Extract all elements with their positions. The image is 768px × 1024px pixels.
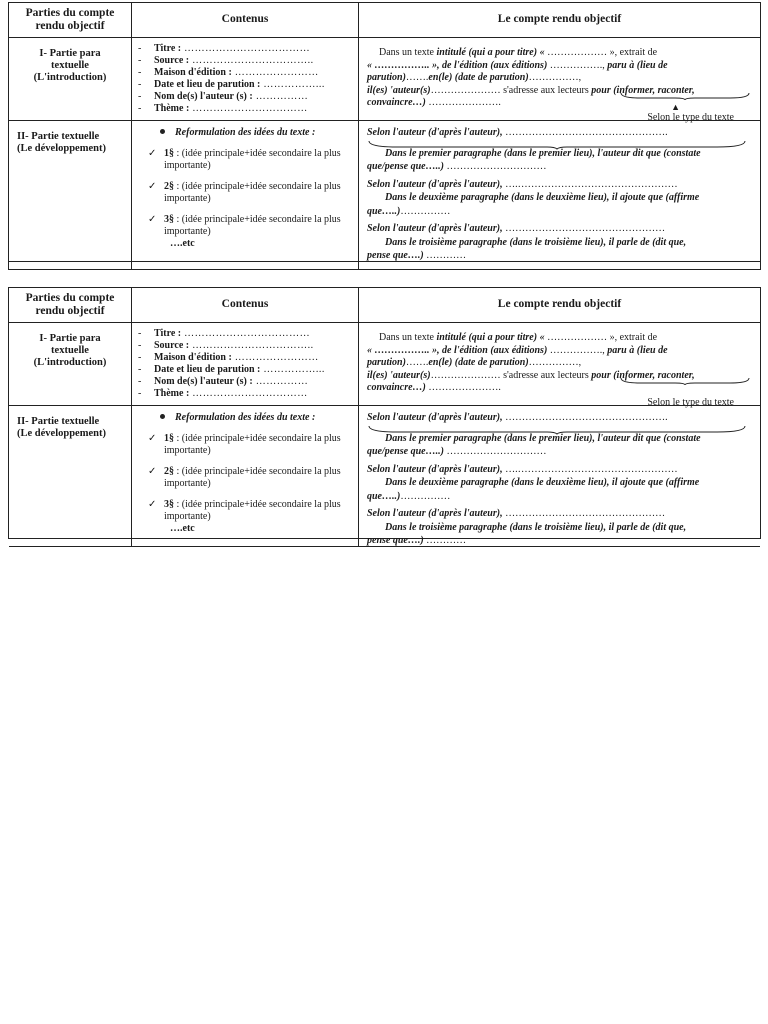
cr-body-text: pense que….) [367,535,424,546]
cr-dots: ………………………………………… [502,223,666,234]
cr-text: paru à (lieu de [607,344,668,356]
item-number: 2§ [164,466,174,477]
list-item [148,181,352,205]
item-dots: …………………………….. [192,55,314,66]
brace-icon [367,425,747,432]
item-label: Titre : [154,43,182,54]
item-dots: ……………... [263,364,325,375]
item-label: Titre : [154,328,182,339]
cr-text: ……………… », extrait de [547,47,658,58]
compte-rendu-table-1 [8,2,761,270]
cr-text: …………………. [425,97,501,108]
cr-lead: Selon l'auteur (d'après l'auteur), [367,463,503,475]
item-text: : (idée principale+idée secondaire la plus importante) [164,499,341,522]
header-parties [9,3,132,38]
brace-icon [367,140,747,147]
header-compte-rendu [359,3,760,38]
item-text: : (idée principale+idée secondaire la plus importante) [164,214,341,237]
cr-lead: Selon l'auteur (d'après l'auteur), [367,223,503,234]
cr-paragraph [367,464,754,504]
item-label: Date et lieu de parution : [154,79,261,90]
cr-body-text: que/pense que…..) [367,446,444,457]
dev-heading-text: Reformulation des idées du texte : [175,127,316,138]
item-dots: …………… [255,91,309,102]
checkmark-icon: ✓ [148,148,157,159]
intro-contents-cell [132,323,359,406]
dev-part-label: II- Partie textuelle (Le développement) [17,131,106,155]
dev-heading-text: Reformulation des idées du texte : [175,412,316,423]
bullet-icon [160,414,165,419]
cr-text: ………………… s'adresse aux lecteurs [430,84,592,96]
list-item: - Date et lieu de parution : ……………... [138,79,325,90]
cr-dots: ….………………………………………… [502,463,678,475]
cr-dots: …………… [400,205,451,217]
cr-paragraph [367,508,754,548]
checkmark-icon: ✓ [148,181,157,192]
list-item [148,148,352,172]
cr-text: ………………… s'adresse aux lecteurs [430,369,592,381]
cr-paragraph [367,127,754,174]
underline-brace-icon [620,92,750,99]
cr-text: Dans un texte [379,332,437,343]
item-dots: …………… [255,376,309,387]
item-label: Nom de(s) l'auteur (s) : [154,91,253,102]
cr-dots: …………………………………………. [502,412,668,423]
cr-text: Dans un texte [379,47,437,58]
cr-text: convaincre…) [367,382,426,393]
item-label: Source : [154,55,190,66]
intro-part-cell [9,323,132,406]
cr-body-text: pense que….) [367,250,424,261]
cr-dots: …………………………………………. [502,127,668,138]
cr-text: parution) [367,357,406,368]
cr-dots: ………… [423,535,467,546]
cr-lead: Selon l'auteur (d'après l'auteur), [367,127,503,138]
empty-cell [132,262,359,269]
cr-text: intitulé (qui a pour titre) « [436,47,548,58]
header-compte-rendu-text: Le compte rendu objectif [497,13,622,26]
type-note: Selon le type du texte [647,397,734,408]
item-number: 1§ [164,148,174,159]
intro-contents-list [132,323,358,400]
type-note: Selon le type du texte [647,112,734,123]
cr-text: convaincre…) [367,97,426,108]
dev-heading [160,127,352,139]
list-item: - Maison d'édition : …………………… [138,67,319,78]
empty-cell [9,262,132,269]
header-compte-rendu-text: Le compte rendu objectif [497,298,622,311]
header-contenus [132,288,359,323]
item-label: Nom de(s) l'auteur (s) : [154,376,253,387]
checkmark-icon: ✓ [148,499,157,510]
cr-body-text: Dans le troisième paragraphe (dans le troisième lieu), il parle de (dit que, [385,521,687,533]
item-text: : (idée principale+idée secondaire la plus importante) [164,466,341,489]
intro-compte-rendu-cell [359,323,760,406]
cr-text: « …………….. », de l'édition (aux éditions) [367,344,548,356]
dev-heading [160,412,352,424]
etc-text: ….etc [170,523,195,534]
cr-dots: ………… [423,250,467,261]
bullet-icon [160,129,165,134]
cr-body-text: Dans le deuxième paragraphe (dans le deuxième lieu), il ajoute que (affirme [385,192,700,203]
intro-contents-cell [132,38,359,121]
list-item: - Source : …………………………….. [138,340,314,351]
intro-compte-rendu-text [359,323,760,408]
item-dots: …………………… [234,67,319,78]
checkmark-icon: ✓ [148,433,157,444]
cr-paragraph [367,223,754,263]
cr-text: ……………, [528,357,582,368]
item-number: 3§ [164,499,174,510]
list-item: - Date et lieu de parution : ……………... [138,364,325,375]
cr-body-text: Dans le premier paragraphe (dans le premier lieu), l'auteur dit que (constate [385,432,701,444]
cr-paragraph [367,412,754,459]
intro-compte-rendu-cell [359,38,760,121]
item-dots: …………………………… [192,103,308,114]
item-label: Maison d'édition : [154,67,232,78]
cr-text: parution) [367,72,406,83]
cr-text: ……………, [528,72,582,83]
item-text: : (idée principale+idée secondaire la plus importante) [164,433,341,456]
list-item: - Maison d'édition : …………………… [138,352,319,363]
intro-part-label: I- Partie para textuelle (L'introduction) [33,333,107,369]
item-text: : (idée principale+idée secondaire la plus importante) [164,148,341,171]
list-item: - Source : …………………………….. [138,55,314,66]
list-item [148,214,352,238]
item-label: Source : [154,340,190,351]
underline-brace-icon [620,377,750,384]
intro-compte-rendu-text [359,38,760,123]
etc-text: ….etc [170,238,195,249]
cr-dots: ………………………… [443,446,547,457]
cr-text: ……………… », extrait de [547,332,658,343]
cr-lead: Selon l'auteur (d'après l'auteur), [367,508,503,519]
cr-body-text: Dans le troisième paragraphe (dans le troisième lieu), il parle de (dit que, [385,236,687,248]
list-item: - Nom de(s) l'auteur (s) : …………… [138,91,309,102]
cr-text: ……………., [547,59,608,71]
cr-dots: ………………………… [443,161,547,172]
item-label: Date et lieu de parution : [154,364,261,375]
header-parties [9,288,132,323]
header-compte-rendu [359,288,760,323]
list-item [148,433,352,457]
header-parties-text: Parties du compte rendu objectif [25,6,115,32]
cr-text: intitulé (qui a pour titre) « [436,332,548,343]
dev-compte-rendu-cell [359,121,760,262]
cr-dots: …………… [400,490,451,502]
header-contenus [132,3,359,38]
item-number: 3§ [164,214,174,225]
list-item: - Nom de(s) l'auteur (s) : …………… [138,376,309,387]
dev-contents-cell [132,121,359,262]
cr-body-text: que…..) [367,205,401,217]
cr-lead: Selon l'auteur (d'après l'auteur), [367,178,503,190]
cr-body-text: Dans le deuxième paragraphe (dans le deuxième lieu), il ajoute que (affirme [385,477,700,488]
item-number: 2§ [164,181,174,192]
header-contenus-text: Contenus [221,13,269,26]
item-dots: ……………………………… [184,328,311,339]
intro-part-cell [9,38,132,121]
cr-text: « …………….. », de l'édition (aux éditions) [367,59,548,71]
compte-rendu-table-2 [8,287,761,546]
checkmark-icon: ✓ [148,466,157,477]
list-item: - Titre : ……………………………… [138,328,311,339]
cr-text: pour (informer, raconter, [591,369,695,381]
checkmark-icon: ✓ [148,214,157,225]
cr-text: ……. [405,357,429,368]
list-item: - Thème : …………………………… [138,388,308,399]
item-dots: …………………………… [192,388,308,399]
cr-body-text: que…..) [367,490,401,502]
dev-part-cell [9,406,132,547]
cr-text: pour (informer, raconter, [591,84,695,96]
item-dots: …………………… [234,352,319,363]
cr-body-text: Dans le premier paragraphe (dans le premier lieu), l'auteur dit que (constate [385,147,701,159]
cr-text: paru à (lieu de [607,59,668,71]
cr-text: il(es) 'auteur(s) [367,84,431,96]
cr-paragraph [367,179,754,219]
list-item [148,499,352,523]
dev-contents-cell [132,406,359,547]
arrow-up-icon: ▲ [671,102,680,112]
dev-compte-rendu-cell [359,406,760,547]
dev-part-label: II- Partie textuelle (Le développement) [17,416,106,440]
cr-text: ……………., [547,344,608,356]
cr-text: …………………. [425,382,501,393]
intro-contents-list [132,38,358,115]
item-dots: …………………………….. [192,340,314,351]
cr-text: en(le) (date de parution) [428,357,529,368]
list-item: - Titre : ……………………………… [138,43,311,54]
item-label: Thème : [154,103,190,114]
cr-dots: ………………………………………… [502,508,666,519]
item-label: Maison d'édition : [154,352,232,363]
item-number: 1§ [164,433,174,444]
cr-dots: ….………………………………………… [502,178,678,190]
cr-lead: Selon l'auteur (d'après l'auteur), [367,412,503,423]
cr-text: ……. [405,72,429,83]
item-text: : (idée principale+idée secondaire la plus importante) [164,181,341,204]
header-parties-text: Parties du compte rendu objectif [25,291,115,317]
cr-text: en(le) (date de parution) [428,72,529,83]
intro-part-label: I- Partie para textuelle (L'introduction) [33,48,107,84]
list-item [148,466,352,490]
header-contenus-text: Contenus [221,298,269,311]
list-item: - Thème : …………………………… [138,103,308,114]
dev-part-cell [9,121,132,262]
item-label: Thème : [154,388,190,399]
empty-cell [359,262,760,269]
cr-body-text: que/pense que…..) [367,161,444,172]
item-dots: ……………... [263,79,325,90]
cr-text: il(es) 'auteur(s) [367,369,431,381]
item-dots: ……………………………… [184,43,311,54]
